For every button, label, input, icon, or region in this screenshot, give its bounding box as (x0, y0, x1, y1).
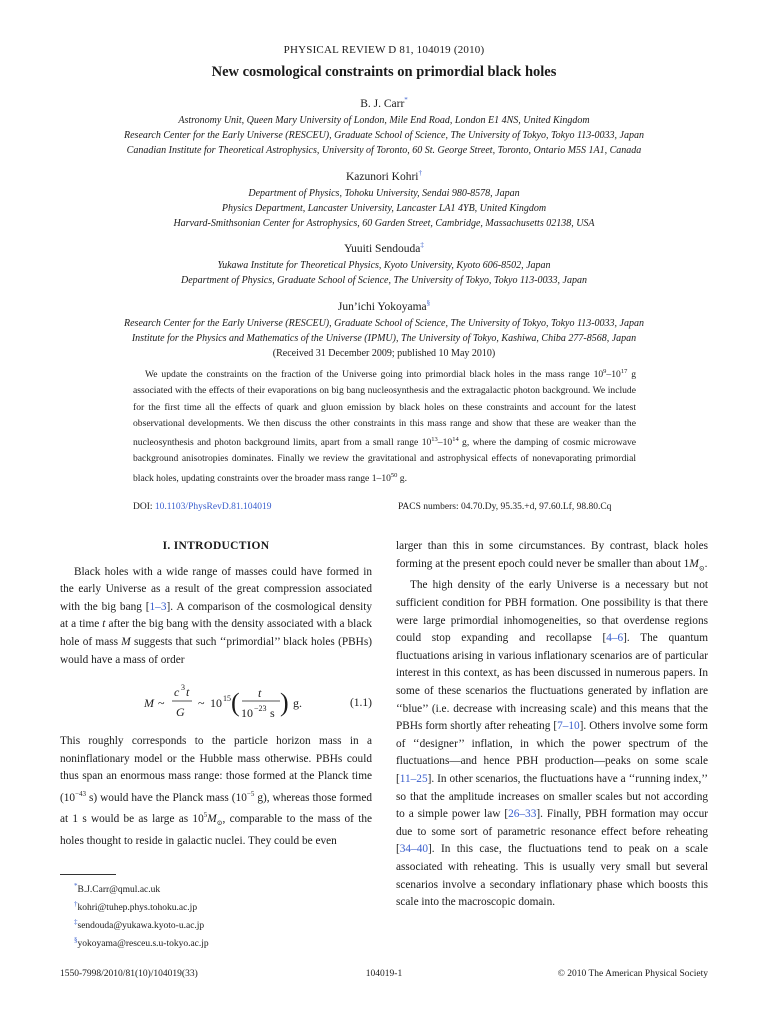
citation-link[interactable]: 1–3 (149, 600, 167, 613)
author-name: Kazunori Kohri (346, 170, 419, 183)
author-block-carr (0, 96, 768, 158)
section-heading: I. INTRODUCTION (162, 540, 270, 552)
svg-text:M: M (144, 696, 154, 711)
citation-link[interactable]: 11–25 (399, 772, 428, 785)
svg-text:(: ( (231, 688, 240, 718)
footnote: †kohri@tuhep.phys.tohoku.ac.jp (74, 900, 198, 914)
pacs-numbers: PACS numbers: 04.70.Dy, 95.35.+d, 97.60.Lf, 98.80.Cq (398, 502, 612, 512)
svg-text:~: ~ (198, 696, 205, 711)
author-block-sendouda (0, 241, 768, 288)
footnote-email[interactable]: sendouda@yukawa.kyoto-u.ac.jp (77, 921, 205, 932)
doi-link[interactable]: 10.1103/PhysRevD.81.104019 (154, 502, 272, 512)
author-name: B. J. Carr (360, 97, 405, 110)
equation-1-1 (60, 669, 372, 733)
author-block-yokoyama (0, 299, 768, 361)
svg-text:c: c (174, 685, 180, 700)
author-name: Jun’ichi Yokoyama (337, 300, 427, 313)
right-column (396, 538, 708, 912)
affiliation: Department of Physics, Graduate School of Science, The University of Tokyo, Tokyo 113-0033, Japan (181, 274, 587, 286)
svg-text:G: G (176, 705, 185, 720)
affiliation: Research Center for the Early Universe (RESCEU), Graduate School of Science, The University of Tokyo, Tokyo 113-0033, Japan (124, 129, 644, 141)
footnote-mark[interactable]: § (426, 299, 431, 307)
footer-copyright: © 2010 The American Physical Society (557, 969, 708, 979)
doi-line: DOI: 10.1103/PhysRevD.81.104019 (133, 502, 272, 512)
footnote-email[interactable]: kohri@tuhep.phys.tohoku.ac.jp (77, 903, 198, 914)
abstract: We update the constraints on the fraction of the Universe going into primordial black holes in the mass range $10^9-10^{17}$ g associated with the effects of their evaporations on big bang nucleosynthesis and the extragalactic photon background. We include for the first time all the effects of quark and gluon emission by black holes on these constraints and account for the latest observational developments. We then discuss the other constraints in this mass range and show that these are weaker than the nucleosynthesis and photon background limits, apart from a small range $10^{13}-10^{14}$ g, where the damping of cosmic microwave background anisotropies dominates. Finally we review the gravitational and astrophysical effects of nonevaporating primordial black holes, updating constraints over the broader mass range $1-10^{50}$ g. (133, 368, 637, 484)
author-name: Yuuiti Sendouda (344, 242, 421, 255)
svg-text:10: 10 (241, 706, 253, 721)
footer-issn: 1550-7998/2010/81(10)/104019(33) (60, 969, 198, 979)
svg-text:t: t (258, 686, 262, 701)
paragraph: This roughly corresponds to the particle horizon mass in a noninflationary model or the Hubble mass otherwise. PBHs could thus span an enormous mass range: those formed at the Planck time ($10^{-43}$ s) would have the Planck mass ($10^{-5}$ g), whereas those formed at 1 s would be as large as $10^5M_⊙$, comparable to the mass of the holes thought to reside in galactic nuclei. They could be even (60, 735, 373, 847)
affiliation: Physics Department, Lancaster University, Lancaster LA1 4YB, United Kingdom (221, 202, 547, 214)
svg-text:): ) (280, 688, 289, 718)
paper-title: New cosmological constraints on primordial black holes (211, 64, 557, 80)
footnote-rule (60, 874, 116, 875)
equation-number: (1.1) (349, 697, 372, 710)
footnote-mark[interactable]: * (404, 96, 408, 104)
left-column (60, 538, 372, 851)
svg-text:s: s (270, 706, 275, 721)
affiliation: Canadian Institute for Theoretical Astrophysics, University of Toronto, 60 St. George Street, Toronto, Ontario M5S 1A1, Canada (126, 144, 642, 156)
affiliation: Institute for the Physics and Mathematics of the Universe (IPMU), The University of Tokyo, Kashiwa, Chiba 277-8568, Japan (131, 332, 637, 344)
svg-text:10: 10 (210, 696, 222, 711)
citation-link[interactable]: 34–40 (399, 843, 429, 856)
footnote: ‡sendouda@yukawa.kyoto-u.ac.jp (74, 918, 205, 932)
footnotes (60, 874, 372, 952)
footnote: *B.J.Carr@qmul.ac.uk (74, 882, 161, 896)
footnote: §yokoyama@resceu.s.u-tokyo.ac.jp (74, 936, 209, 950)
affiliation: Department of Physics, Tohoku University, Sendai 980-8578, Japan (248, 187, 520, 199)
affiliation: Harvard-Smithsonian Center for Astrophysics, 60 Garden Street, Cambridge, Massachusetts 02138, USA (173, 217, 595, 229)
received-date: (Received 31 December 2009; published 10 May 2010) (272, 347, 496, 359)
svg-text:g.: g. (293, 696, 302, 711)
footnote-email[interactable]: B.J.Carr@qmul.ac.uk (77, 885, 161, 896)
citation-link[interactable]: 7–10 (557, 720, 580, 733)
svg-text:15: 15 (223, 694, 231, 704)
author-block-kohri (0, 169, 768, 231)
paragraph: Black holes with a wide range of masses could have formed in the early Universe as a result of the great compression associated with the big bang [1–3]. A comparison of the cosmological density at a time t after the big bang with the density associated with a black hole of mass M suggests that such ‘‘primordial’’ black holes (PBHs) would have a mass of order (60, 565, 372, 666)
footer-page-number: 104019-1 (365, 969, 403, 979)
svg-text:~: ~ (158, 696, 165, 711)
svg-text:−23: −23 (254, 704, 267, 714)
citation-link[interactable]: 4–6 (606, 632, 624, 645)
affiliation: Astronomy Unit, Queen Mary University of London, Mile End Road, London E1 4NS, United Kingdom (178, 114, 590, 126)
journal-header: PHYSICAL REVIEW D 81, 104019 (2010) (283, 44, 485, 56)
svg-text:3: 3 (181, 683, 185, 693)
footnote-mark[interactable]: ‡ (420, 241, 424, 249)
footnote-email[interactable]: yokoyama@resceu.s.u-tokyo.ac.jp (77, 939, 209, 950)
affiliation: Research Center for the Early Universe (RESCEU), Graduate School of Science, The University of Tokyo, Tokyo 113-0033, Japan (124, 317, 644, 329)
svg-text:t: t (186, 685, 190, 700)
paragraph: larger than this in some circumstances. By contrast, black holes forming at the present epoch could never be smaller than about $1M_⊙$. (396, 540, 708, 572)
citation-link[interactable]: 26–33 (508, 808, 537, 821)
affiliation: Yukawa Institute for Theoretical Physics, Kyoto University, Kyoto 606-8502, Japan (217, 259, 551, 271)
equation-graphic (60, 669, 372, 733)
paragraph: The high density of the early Universe is a necessary but not sufficient condition for PBH formation. One possibility is that there were large primordial inhomogeneities, so that overdense regions could stop expanding and recollapse [4–6]. The quantum fluctuations arising in various inflationary scenarios are of particular interest in this context, as has been discussed in numerous papers. In some of these scenarios the fluctuations generated by inflation are ‘‘blue’’ (i.e. decrease with increasing scale) and this means that the PBHs form shortly after reheating [7–10]. Others involve some form of ‘‘designer’’ inflation, in which the power spectrum of the fluctuations—and hence PBH production—peaks on some scale [11–25]. In other scenarios, the fluctuations have a ‘‘running index,’’ so that the amplitude increases on smaller scales but not according to a simple power law [26–33]. Finally, PBH formation may occur due to some sort of parametric resonance effect before reheating [34–40]. In this case, the fluctuations tend to peak on a scale associated with reheating. This is usually very small but several scenarios involve a secondary inflationary phase which boosts this scale into the macroscopic domain. (396, 579, 708, 909)
footnote-mark[interactable]: † (418, 169, 422, 177)
